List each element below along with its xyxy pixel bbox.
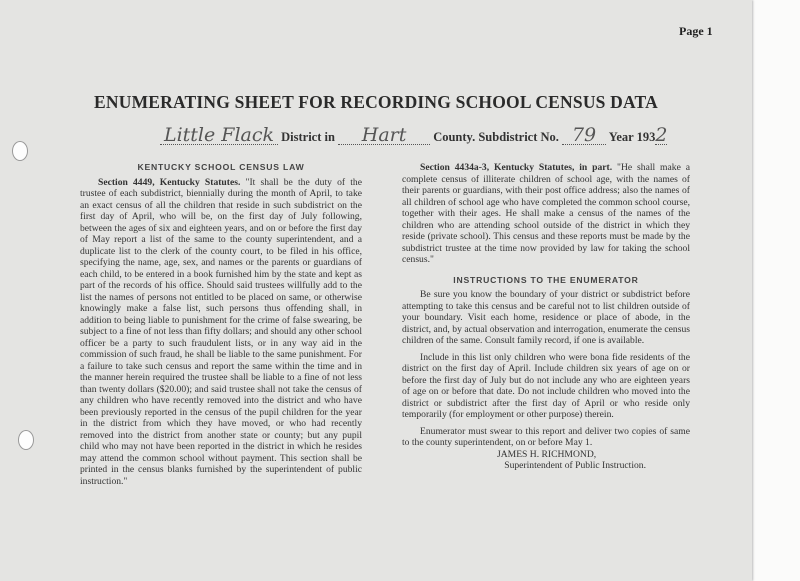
- law-section-label: Section 4449, Kentucky Statutes.: [98, 176, 241, 188]
- punch-hole: [18, 430, 34, 450]
- law-text: "It shall be the duty of the trustee of each subdistrict, biennially during the month of April, to take an exact census of all the children that reside in such subdistrict on the first day of April, who will be, on the first day of July following, between the ages of six and eighteen years, and on or before the first day of May report a list of the same to the county superintendent, and a duplicate list to the clerk of the county court, to be filed in his office, specifying the name, age, sex, and names or the parents or guardians of each child, to be entered in a book furnished him by the state and kept as part of the records of his office. Should said trustees willfully add to the list the names of persons not entitled to be placed on same, or otherwise knowingly make a false list, such persons thus offending shall, in addition to being liable to punishment for the crime of false swearing, be subject to a fine of not less than fifty dollars; and should any other school officer be a party to such fraudulent lists, or in any way aid in the commission of such fraud, he shall be liable to the same punishment. For a failure to take such census and report the same within the time and in the manner herein required the trustee shall be liable to a fine of not less than twenty dollars ($20.00); and said trustee shall not take the census of any children who have recently removed into the district and who have been previously reported in the census of the pupil children for the year in the district from which they have moved, or who had recently removed into the district from another state or county; but any pupil child who may not have been reported in the district in which he resides may attend the common school without payment. This section shall be printed in the census blanks furnished by the superintendent of public instruction.": [80, 176, 362, 487]
- section2-label: Section 4434a-3, Kentucky Statutes, in part.: [420, 162, 613, 173]
- section2-text: "He shall make a complete census of illiterate children of school age, with the names of their parents or guardians, with their post office address; also the names of all children of school age who have completed the common school course, together with their ages. He shall make a census of the names of the children who are attending school outside of the district in which they reside (private school). This census and these reports must be made by the subdistrict trustee at the time now provided by law for taking the school census.": [402, 162, 690, 265]
- section2-paragraph: [402, 162, 690, 266]
- county-value: Hart: [338, 126, 430, 145]
- county-label: County. Subdistrict No.: [433, 130, 559, 144]
- law-paragraph: [80, 177, 362, 488]
- instruction-paragraph: Include in this list only children who were bona fide residents of the district on the first day of April. Include children six years of age on or before the first day of July but do not include any who are eighteen years of age on or before that date. Do not include children who moved into the district or subdistrict after the first day of April or who reside only temporarily (for employment or other purpose) therein.: [402, 351, 690, 420]
- signature-name: JAMES H. RICHMOND,: [497, 448, 597, 460]
- law-heading: KENTUCKY SCHOOL CENSUS LAW: [137, 162, 305, 172]
- subdistrict-value: 79: [562, 126, 606, 145]
- signature-title: Superintendent of Public Instruction.: [504, 460, 646, 471]
- punch-hole: [12, 141, 28, 161]
- year-value: 2: [655, 124, 668, 146]
- page-number: Page 1: [679, 24, 713, 38]
- instructions-heading: INSTRUCTIONS TO THE ENUMERATOR: [453, 274, 639, 285]
- year-label: Year 193: [608, 130, 656, 144]
- instruction-paragraph: Enumerator must swear to this report and deliver two copies of same to the county superintendent, on or before May 1.: [402, 425, 690, 448]
- right-column: [402, 162, 690, 472]
- census-law-column: [80, 162, 362, 487]
- district-fill-line: [160, 126, 667, 145]
- document-title: ENUMERATING SHEET FOR RECORDING SCHOOL CENSUS DATA: [94, 92, 658, 112]
- instruction-paragraph: Be sure you know the boundary of your district or subdistrict before attempting to take this census and be careful not to list children outside of your boundary. Visit each home, residence or place of abode, in the district, and, by actual observation and interrogation, enumerate the census children of the same. Consult family record, if one is available.: [402, 289, 690, 346]
- district-value: Little Flack: [160, 126, 278, 145]
- district-label: District in: [281, 130, 335, 144]
